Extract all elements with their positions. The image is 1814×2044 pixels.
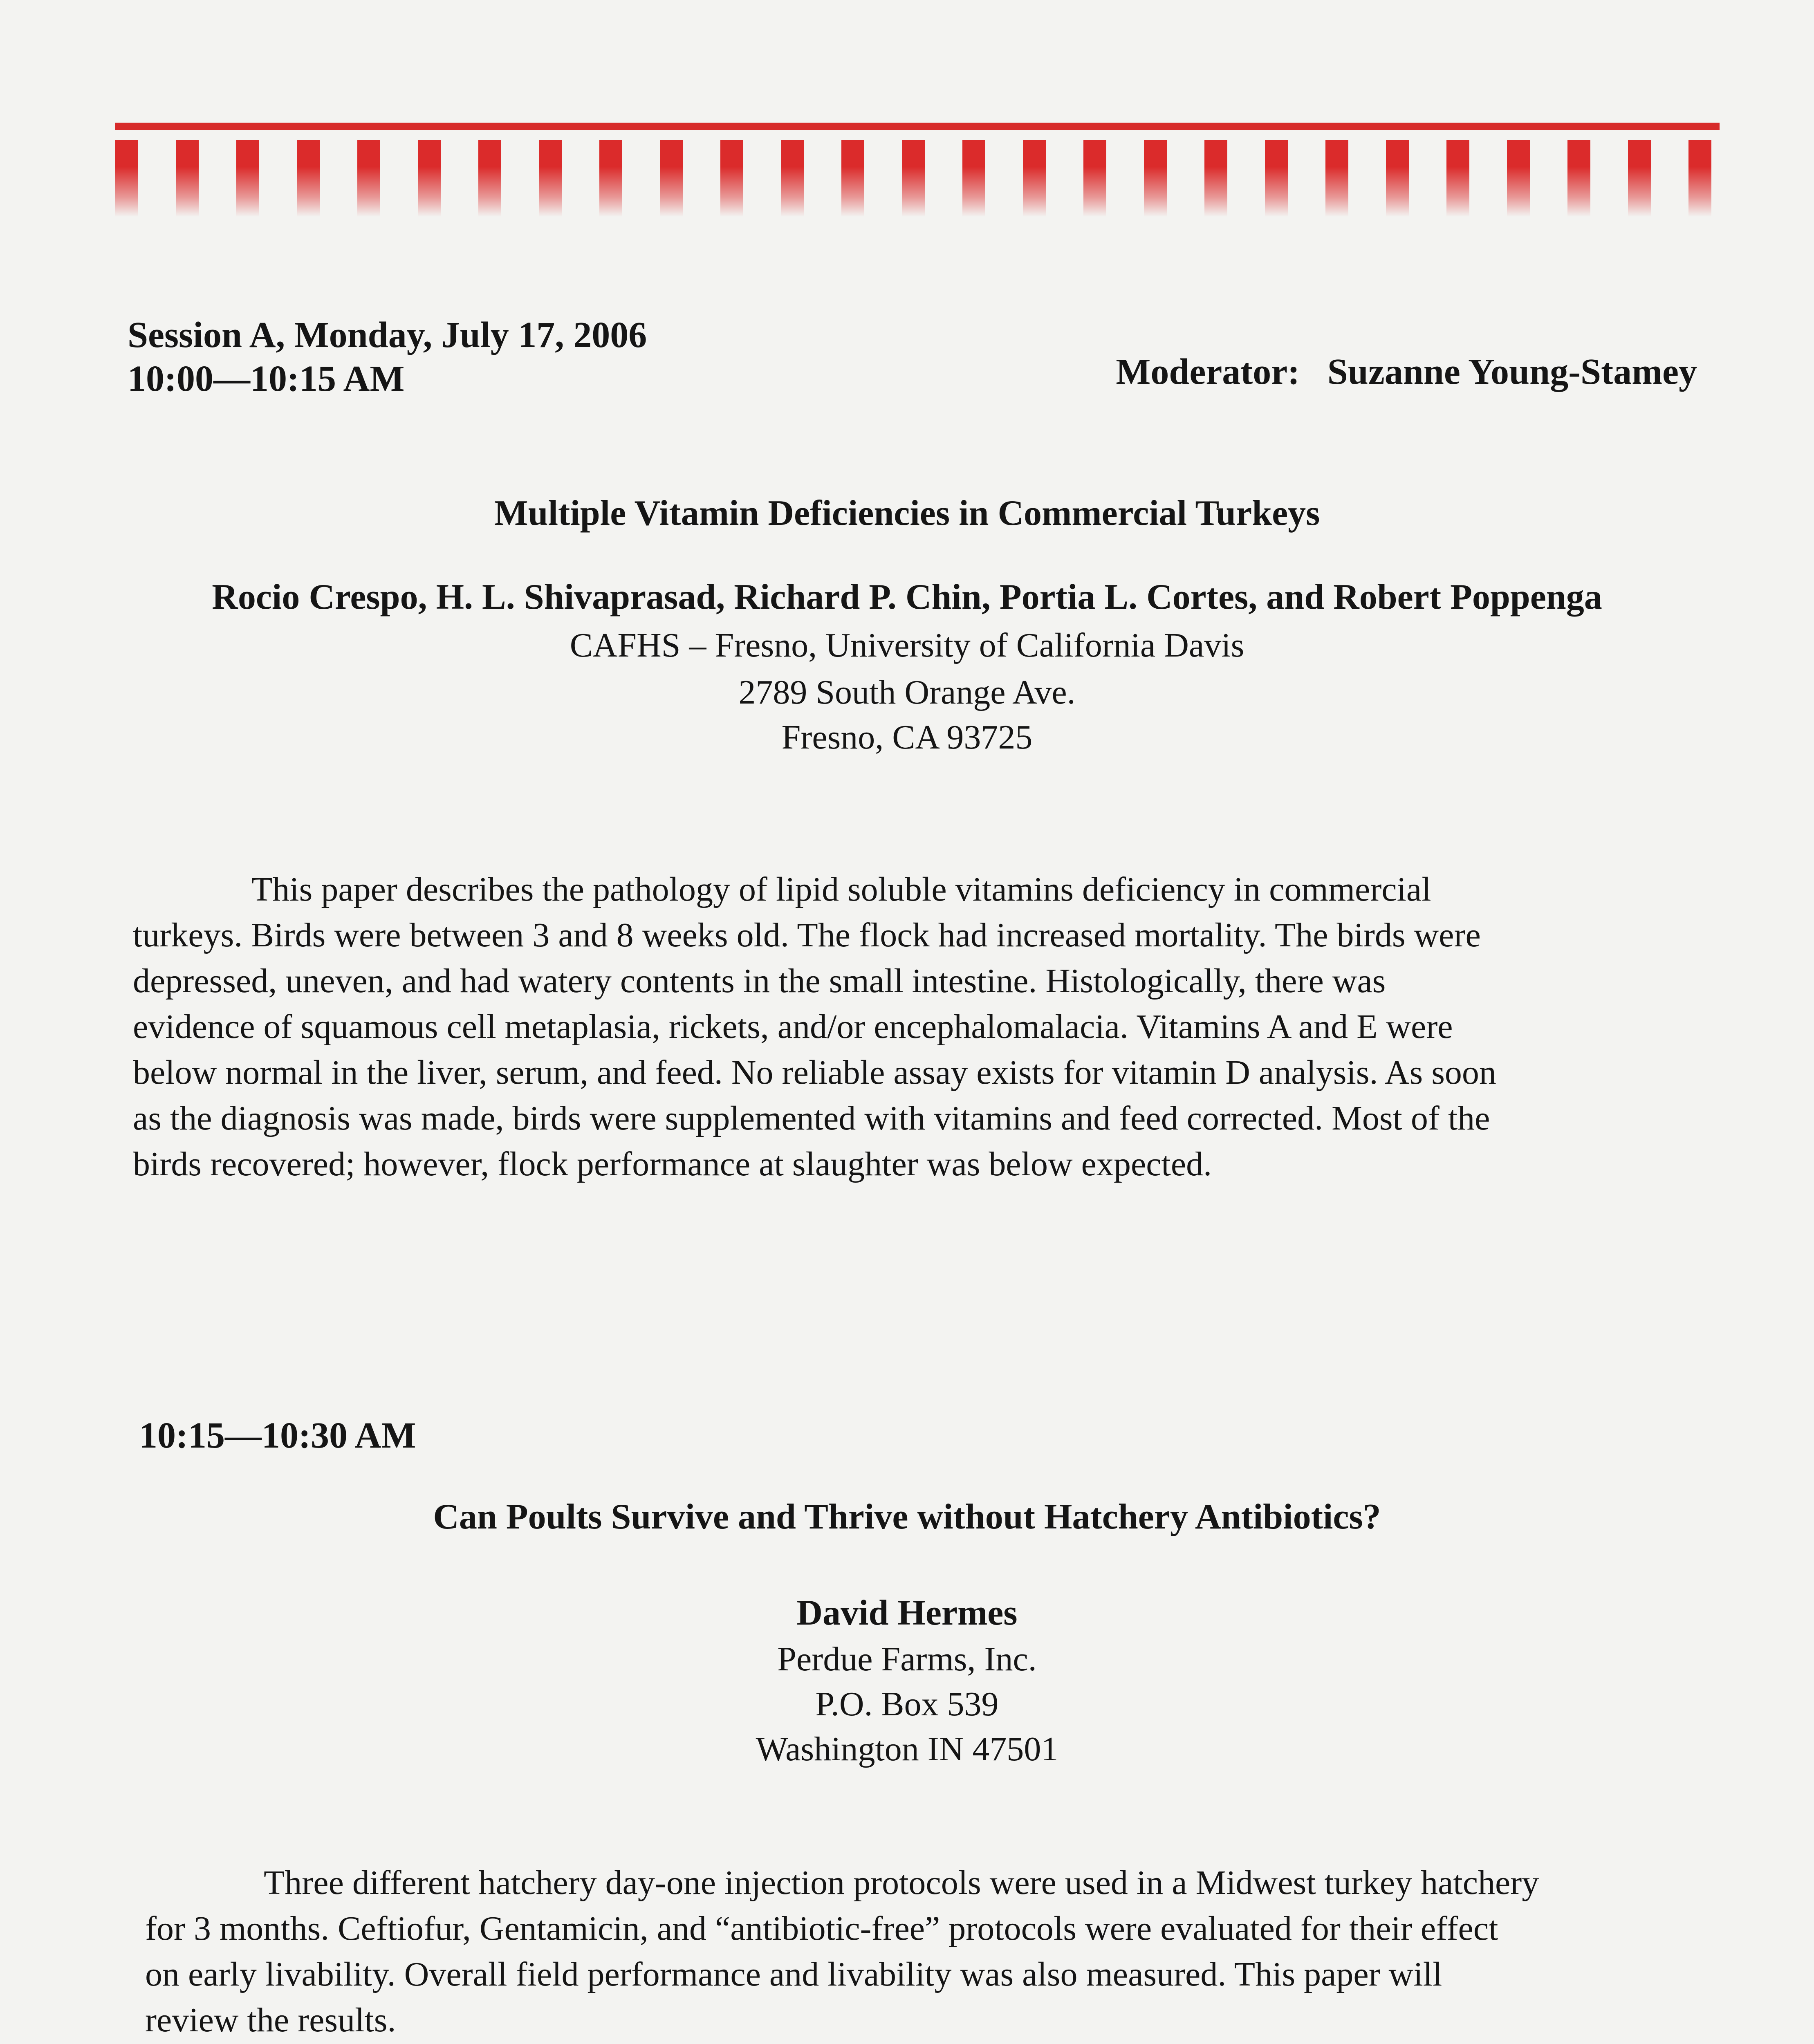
paper1-abstract-line: depressed, uneven, and had watery contents in the small intestine. Histologically, there was	[133, 962, 1386, 1000]
paper2-abstract-line: Three different hatchery day-one injection protocols were used in a Midwest turkey hatchery	[264, 1864, 1539, 1902]
moderator-line	[1116, 351, 1697, 393]
paper1-abstract-line: turkeys. Birds were between 3 and 8 weeks old. The flock had increased mortality. The birds were	[133, 916, 1481, 954]
moderator-label: Moderator:	[1116, 352, 1300, 392]
paper1-affiliation-line-3: Fresno, CA 93725	[781, 718, 1033, 756]
moderator-name: Suzanne Young-Stamey	[1327, 352, 1697, 392]
paper1-abstract-line: below normal in the liver, serum, and feed. No reliable assay exists for vitamin D analysis. As soon	[133, 1053, 1496, 1091]
header-banner	[115, 123, 1720, 217]
paper2-affiliation-line-3: Washington IN 47501	[756, 1730, 1058, 1768]
paper1-authors: Rocio Crespo, H. L. Shivaprasad, Richard P. Chin, Portia L. Cortes, and Robert Poppenga	[212, 577, 1602, 617]
paper2-abstract	[145, 1860, 1740, 2043]
paper1-affiliation-line-2: 2789 South Orange Ave.	[738, 673, 1076, 711]
paper1-abstract	[133, 867, 1727, 1187]
paper2-abstract-line: on early livability. Overall field performance and livability was also measured. This paper will	[145, 1955, 1442, 1993]
session-heading: Session A, Monday, July 17, 2006	[128, 315, 647, 355]
paper2-abstract-line: for 3 months. Ceftiofur, Gentamicin, and “antibiotic-free” protocols were evaluated for their effect	[145, 1910, 1498, 1948]
paper2-affiliation-line-2: P.O. Box 539	[815, 1685, 999, 1723]
paper1-title: Multiple Vitamin Deficiencies in Commercial Turkeys	[494, 493, 1320, 533]
paper2-author: David Hermes	[796, 1593, 1018, 1633]
paper2-abstract-line: review the results.	[145, 2001, 396, 2039]
paper2-affiliation-line-1: Perdue Farms, Inc.	[777, 1640, 1037, 1678]
paper1-abstract-line: This paper describes the pathology of lipid soluble vitamins deficiency in commercial	[251, 870, 1431, 908]
paper1-abstract-line: birds recovered; however, flock performance at slaughter was below expected.	[133, 1145, 1212, 1183]
paper1-affiliation-line-1: CAFHS – Fresno, University of California Davis	[570, 626, 1244, 664]
banner-top-line	[115, 123, 1720, 130]
paper2-time: 10:15—10:30 AM	[139, 1415, 416, 1456]
paper1-abstract-line: evidence of squamous cell metaplasia, rickets, and/or encephalomalacia. Vitamins A and E were	[133, 1008, 1453, 1046]
paper1-abstract-line: as the diagnosis was made, birds were supplemented with vitamins and feed corrected. Most of the	[133, 1099, 1490, 1137]
paper2-title: Can Poults Survive and Thrive without Hatchery Antibiotics?	[433, 1497, 1381, 1537]
banner-stripes	[115, 140, 1720, 217]
session-time: 10:00—10:15 AM	[128, 359, 405, 399]
